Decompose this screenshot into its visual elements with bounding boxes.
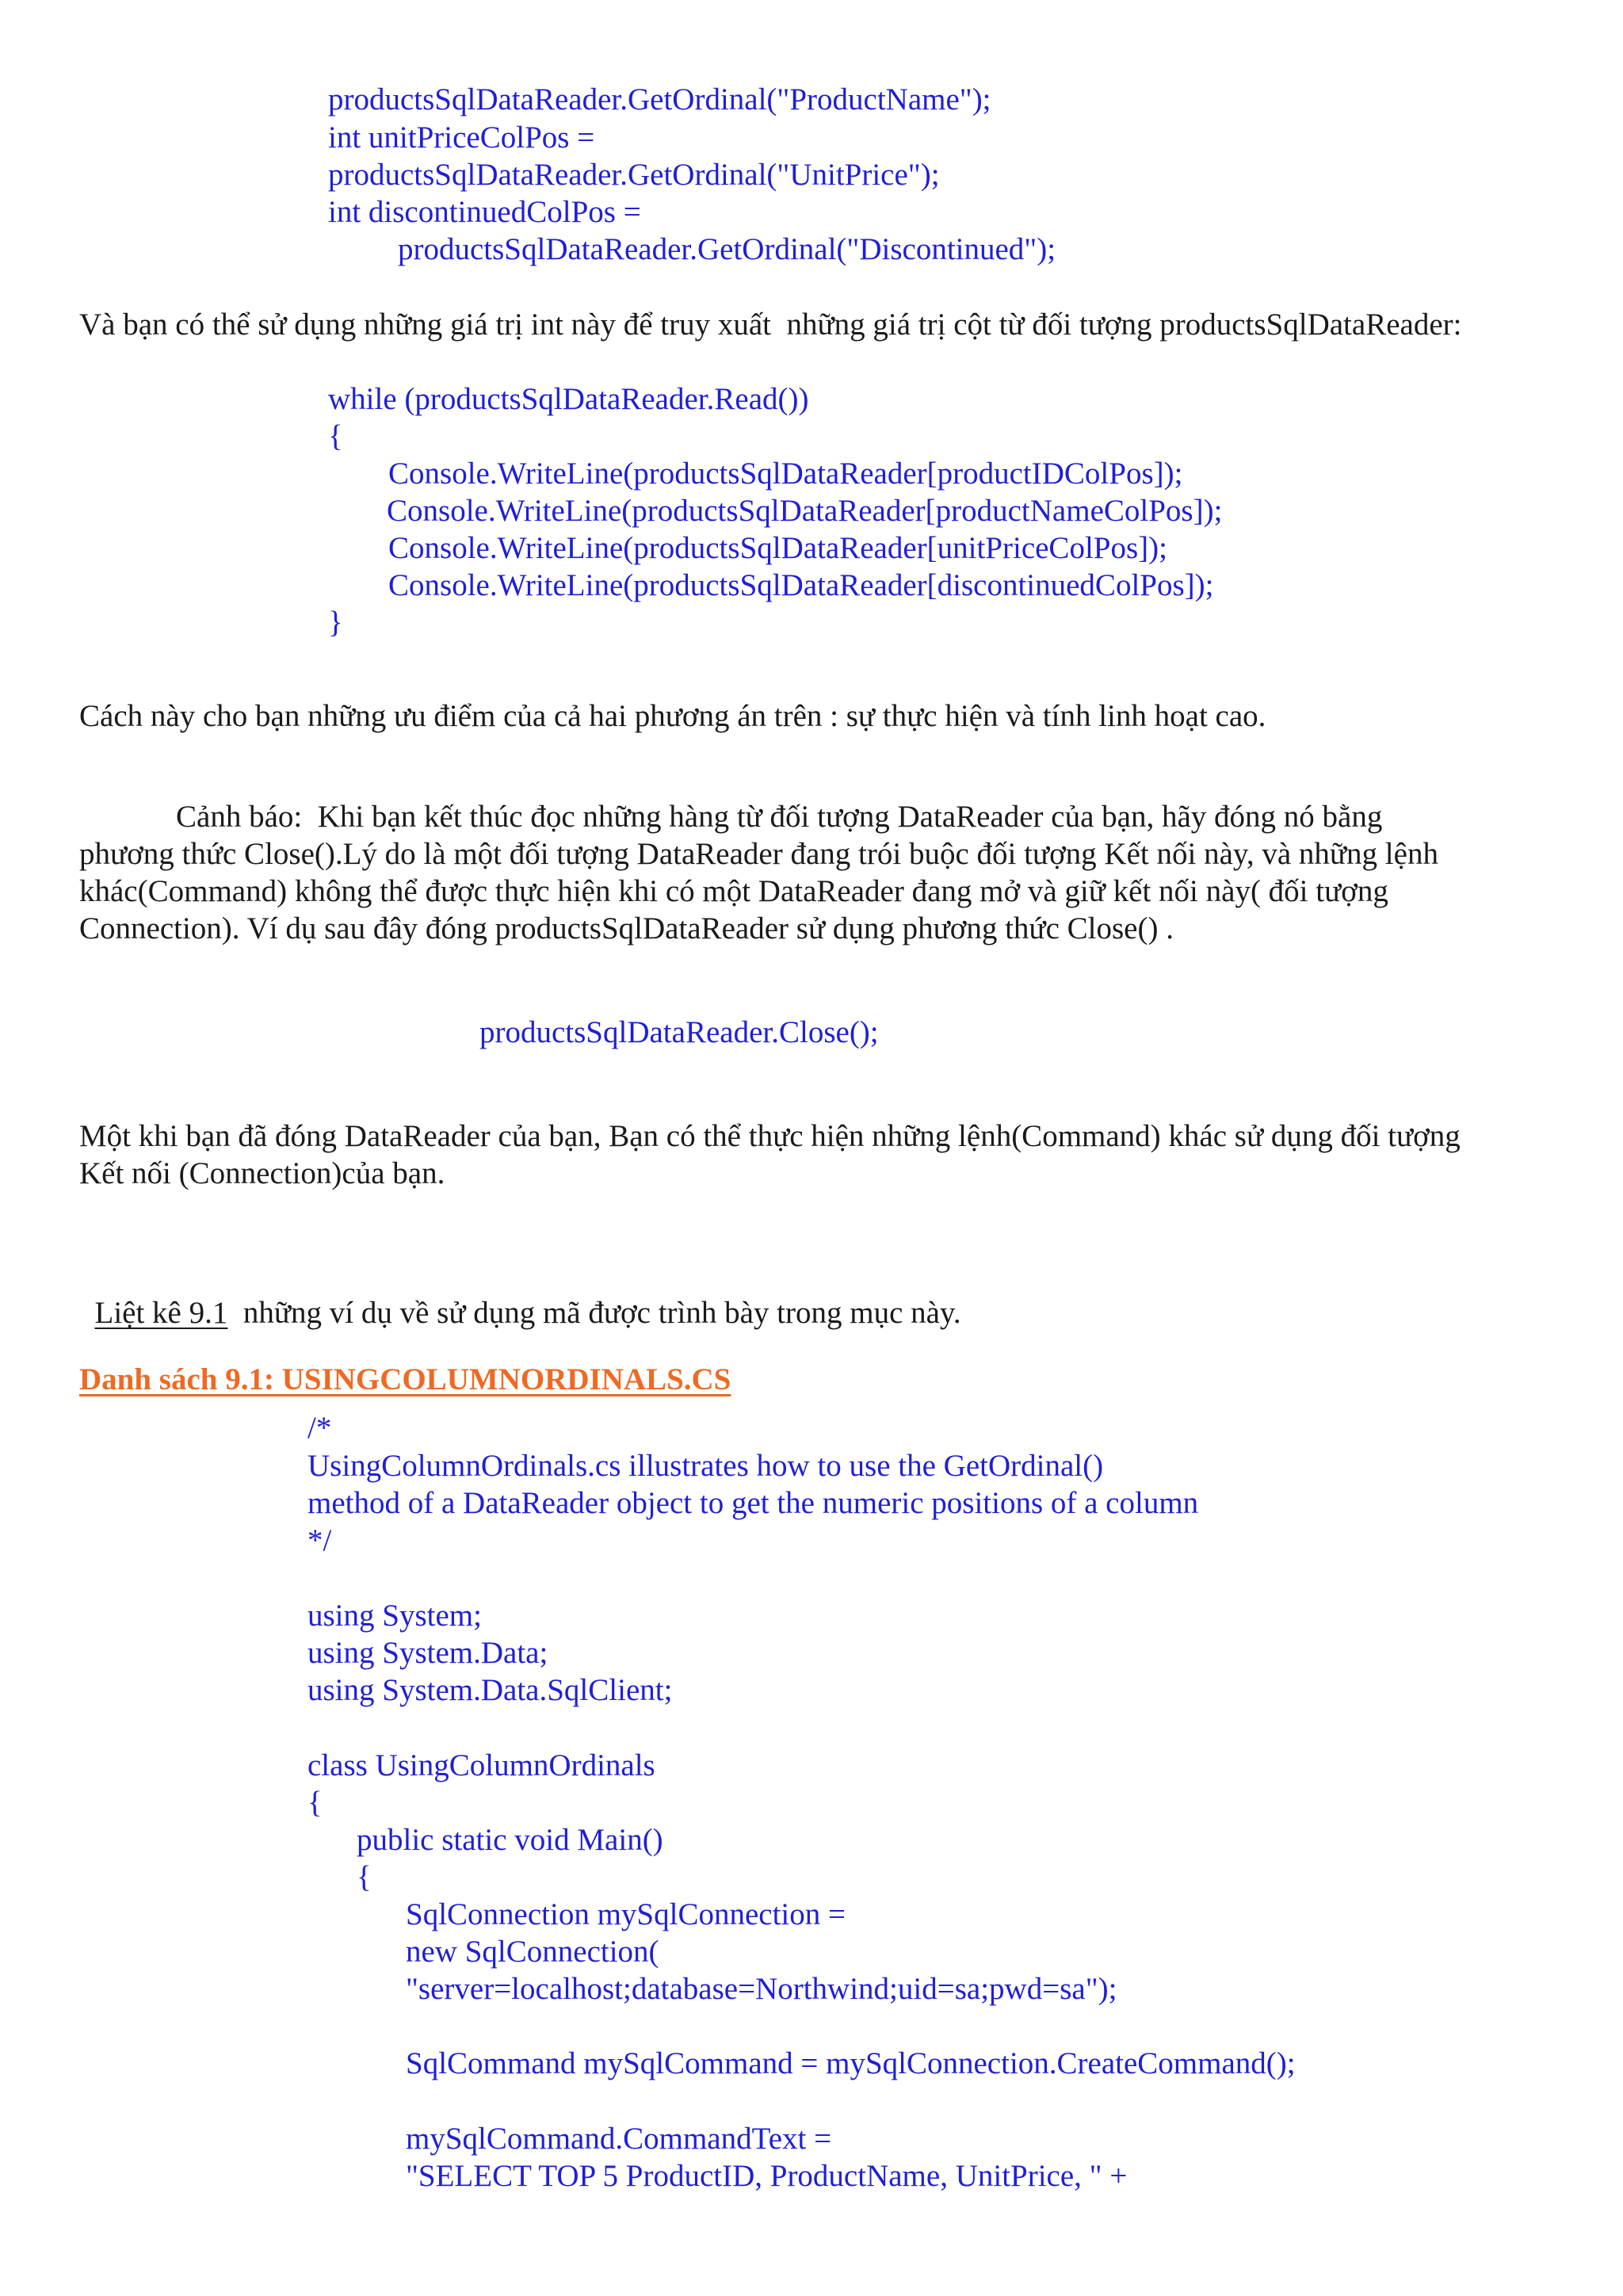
listing-reference [79,1256,961,1332]
code-line: using System.Data; [307,1636,548,1670]
warning-line: Connection). Ví dụ sau đây đóng productsSqlDataReader sử dụng phương thức Close() . [79,911,1174,946]
code-line: "server=localhost;database=Northwind;uid=sa;pwd=sa"); [406,1972,1117,2006]
code-line: Console.WriteLine(productsSqlDataReader[productNameColPos]); [387,494,1223,528]
code-line: using System.Data.SqlClient; [307,1673,673,1707]
code-line: int discontinuedColPos = [328,195,641,229]
code-line: public static void Main() [357,1823,663,1857]
warning-line: Cảnh báo: Khi bạn kết thúc đọc những hàng từ đối tượng DataReader của bạn, hãy đóng nó bằng [176,800,1383,834]
body-line: Kết nối (Connection)của bạn. [79,1156,445,1190]
code-line: mySqlCommand.CommandText = [406,2122,832,2156]
body-line: Một khi bạn đã đóng DataReader của bạn, Bạn có thể thực hiện những lệnh(Command) khác sử dụng đối tượng [79,1119,1461,1153]
code-line: /* [307,1411,332,1445]
listing-heading: Danh sách 9.1: USINGCOLUMNORDINALS.CS [79,1362,731,1396]
code-line: Console.WriteLine(productsSqlDataReader[discontinuedColPos]); [388,568,1214,602]
code-line: using System; [307,1599,482,1633]
code-line: { [328,419,343,453]
code-line: int unitPriceColPos = [328,120,595,155]
code-line: Console.WriteLine(productsSqlDataReader[productIDColPos]); [388,457,1183,491]
code-line: } [328,606,343,640]
code-line: SqlConnection mySqlConnection = [406,1897,846,1931]
code-line: Console.WriteLine(productsSqlDataReader[unitPriceColPos]); [388,531,1167,565]
code-line: productsSqlDataReader.GetOrdinal("UnitPrice"); [328,158,940,192]
code-line: method of a DataReader object to get the numeric positions of a column [307,1486,1199,1520]
code-line: UsingColumnOrdinals.cs illustrates how to use the GetOrdinal() [307,1449,1104,1483]
code-line: class UsingColumnOrdinals [307,1748,655,1782]
code-line: SqlCommand mySqlCommand = mySqlConnection.CreateCommand(); [406,2046,1296,2080]
body-paragraph: Cách này cho bạn những ưu điểm của cả hai phương án trên : sự thực hiện và tính linh hoạt cao. [79,699,1266,733]
code-line: */ [307,1523,332,1557]
listing-reference-text: những ví dụ về sử dụng mã được trình bày trong mục này. [227,1296,961,1330]
code-line: new SqlConnection( [406,1935,659,1969]
listing-reference-link[interactable]: Liệt kê 9.1 [94,1296,228,1330]
code-line: { [307,1786,323,1820]
warning-line: phương thức Close().Lý do là một đối tượng DataReader đang trói buộc đối tượng Kết nối này, và những lệnh [79,837,1438,871]
code-line: productsSqlDataReader.GetOrdinal("Discontinued"); [398,232,1056,266]
code-line: "SELECT TOP 5 ProductID, ProductName, UnitPrice, " + [406,2159,1128,2193]
code-line: productsSqlDataReader.GetOrdinal("ProductName"); [328,82,991,117]
code-line: while (productsSqlDataReader.Read()) [328,382,809,416]
code-close-line: productsSqlDataReader.Close(); [479,1015,879,1049]
warning-line: khác(Command) không thể được thực hiện khi có một DataReader đang mở và giữ kết nối này( đối tượng [79,874,1388,908]
body-paragraph: Và bạn có thể sử dụng những giá trị int này để truy xuất những giá trị cột từ đối tượng productsSqlDataReader: [79,308,1462,342]
code-line: { [357,1860,372,1894]
